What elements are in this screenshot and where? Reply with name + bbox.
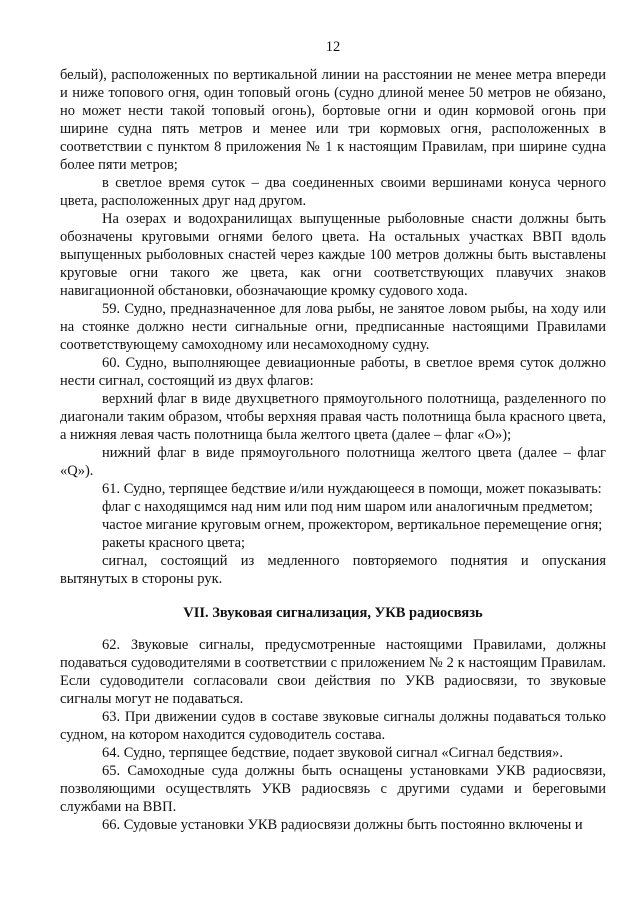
paragraph-62: 62. Звуковые сигналы, предусмотренные настоящими Правилами, должны подаваться судоводителями в соответствии с приложением № 2 к настоящим Правилам. Если судоводители согласовали свои действия по УКВ радиосвязи, то звуковые сигналы могут не подаваться. xyxy=(60,637,606,707)
paragraph-66: 66. Судовые установки УКВ радиосвязи должны быть постоянно включены и xyxy=(102,817,583,833)
paragraph: частое мигание круговым огнем, прожектором, вертикальное перемещение огня; xyxy=(102,517,603,533)
paragraph-65: 65. Самоходные суда должны быть оснащены установками УКВ радиосвязи, позволяющими осуществлять УКВ радиосвязь с другими судами и береговыми службами на ВВП. xyxy=(60,763,606,815)
paragraph: флаг с находящимся над ним или под ним шаром или аналогичным предметом; xyxy=(102,499,593,515)
paragraph: На озерах и водохранилищах выпущенные рыболовные снасти должны быть обозначены круговыми огнями белого цвета. На остальных участках ВВП вдоль выпущенных рыболовных снастей через каждые 100 метров должны быть выставлены круговые огни такого же цвета, как огни соответствующих плавучих знаков навигационной обстановки, обозначающие кромку судового хода. xyxy=(60,211,606,299)
page-number: 12 xyxy=(325,39,341,55)
paragraph: ракеты красного цвета; xyxy=(102,535,246,551)
paragraph-61: 61. Судно, терпящее бедствие и/или нуждающееся в помощи, может показывать: xyxy=(102,481,602,497)
paragraph-63: 63. При движении судов в составе звуковые сигналы должны подаваться только судном, на котором находится судоводитель состава. xyxy=(60,709,606,743)
paragraph-59: 59. Судно, предназначенное для лова рыбы, не занятое ловом рыбы, на ходу или на стоянке должно нести сигнальные огни, предписанные настоящими Правилами соответствующему самоходному или несамоходному судну. xyxy=(60,301,606,353)
body-text-top xyxy=(60,66,606,588)
section-heading: VII. Звуковая сигнализация, УКВ радиосвязь xyxy=(183,605,483,621)
paragraph: нижний флаг в виде прямоугольного полотнища желтого цвета (далее – флаг «Q»). xyxy=(60,445,606,479)
paragraph-64: 64. Судно, терпящее бедствие, подает звуковой сигнал «Сигнал бедствия». xyxy=(102,745,563,761)
paragraph-60: 60. Судно, выполняющее девиационные работы, в светлое время суток должно нести сигнал, состоящий из двух флагов: xyxy=(60,355,606,389)
paragraph: в светлое время суток – два соединенных своими вершинами конуса черного цвета, расположенных друг над другом. xyxy=(60,175,606,209)
paragraph: верхний флаг в виде двухцветного прямоугольного полотнища, разделенного по диагонали таким образом, чтобы верхняя правая часть полотнища была красного цвета, а нижняя левая часть полотнища была желтого цвета (далее – флаг «О»); xyxy=(60,391,606,443)
paragraph: белый), расположенных по вертикальной линии на расстоянии не менее метра впереди и ниже топового огня, один топовый огонь (судно длиной менее 50 метров не обязано, но может нести такой топовый огонь), бортовые огни и один кормовой огонь при ширине судна пять метров и менее или три кормовых огня, расположенных в соответствии с пунктом 8 приложения № 1 к настоящим Правилам, при ширине судна более пяти метров; xyxy=(60,67,606,173)
body-text-bottom xyxy=(60,636,606,834)
paragraph: сигнал, состоящий из медленного повторяемого поднятия и опускания вытянутых в стороны рук. xyxy=(60,553,606,587)
